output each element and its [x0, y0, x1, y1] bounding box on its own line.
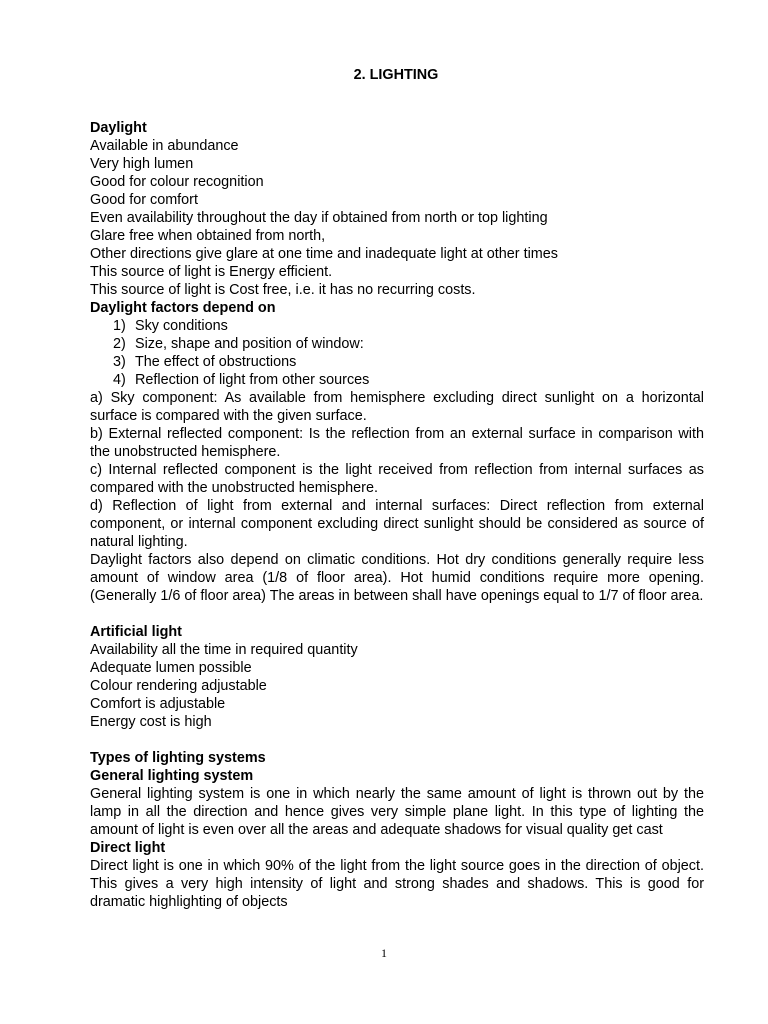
- list-item-text: Size, shape and position of window:: [135, 336, 364, 352]
- daylight-point: Very high lumen: [90, 156, 194, 172]
- daylight-point: This source of light is Cost free, i.e. it has no recurring costs.: [90, 282, 476, 298]
- artificial-point: Energy cost is high: [90, 714, 212, 730]
- daylight-point: Other directions give glare at one time and inadequate light at other times: [90, 246, 558, 262]
- general-lighting-paragraph: General lighting system is one in which nearly the same amount of light is thrown out by the lamp in all the direction and hence gives very simple plane light. In this type of lighting the amount of light is even over all the areas and adequate shadows for visual quality get cast: [90, 786, 704, 838]
- daylight-point: Available in abundance: [90, 138, 239, 154]
- artificial-point: Colour rendering adjustable: [90, 678, 267, 694]
- spacer: [90, 731, 704, 749]
- list-item: [90, 317, 704, 335]
- page-title: 2. LIGHTING: [353, 67, 439, 83]
- daylight-point: Good for colour recognition: [90, 174, 264, 190]
- list-item: [90, 353, 704, 371]
- list-item: [90, 371, 704, 389]
- daylight-point: Glare free when obtained from north,: [90, 228, 326, 244]
- artificial-point: Availability all the time in required quantity: [90, 642, 358, 658]
- lighting-systems-heading: Types of lighting systems: [90, 750, 266, 766]
- external-reflected-paragraph: b) External reflected component: Is the reflection from an external surface in comparison with the unobstructed hemisphere.: [90, 426, 704, 460]
- list-item-text: The effect of obstructions: [135, 354, 297, 370]
- general-lighting-heading: General lighting system: [90, 768, 254, 784]
- daylight-point: Even availability throughout the day if obtained from north or top lighting: [90, 210, 548, 226]
- daylight-heading: Daylight: [90, 120, 147, 136]
- artificial-point: Comfort is adjustable: [90, 696, 226, 712]
- daylight-factors-heading: Daylight factors depend on: [90, 300, 276, 316]
- artificial-point: Adequate lumen possible: [90, 660, 252, 676]
- artificial-light-heading: Artificial light: [90, 624, 182, 640]
- internal-reflected-paragraph: c) Internal reflected component is the light received from reflection from internal surfaces as compared with the unobstructed hemisphere.: [90, 462, 704, 496]
- list-item: [90, 335, 704, 353]
- page-number: 1: [381, 946, 387, 960]
- daylight-point: Good for comfort: [90, 192, 198, 208]
- list-item-text: Reflection of light from other sources: [135, 372, 370, 388]
- sky-component-paragraph: a) Sky component: As available from hemisphere excluding direct sunlight on a horizontal surface is compared with the given surface.: [90, 390, 704, 424]
- direct-light-heading: Direct light: [90, 840, 166, 856]
- document-page: [90, 66, 704, 911]
- list-item-number: 1): [113, 318, 126, 334]
- list-item-number: 3): [113, 354, 126, 370]
- daylight-factors-list: [90, 317, 704, 389]
- list-item-text: Sky conditions: [135, 318, 228, 334]
- list-item-number: 4): [113, 372, 126, 388]
- daylight-point: This source of light is Energy efficient.: [90, 264, 333, 280]
- list-item-number: 2): [113, 336, 126, 352]
- direct-light-paragraph: Direct light is one in which 90% of the light from the light source goes in the direction of object. This gives a very high intensity of light and strong shades and shadows. This is good for dramatic highlighting of objects: [90, 858, 704, 910]
- climate-paragraph: Daylight factors also depend on climatic conditions. Hot dry conditions generally require less amount of window area (1/8 of floor area). Hot humid conditions require more opening. (Generally 1/6 of floor area) The areas in between shall have openings equal to 1/7 of floor area.: [90, 552, 704, 604]
- spacer: [90, 605, 704, 623]
- surface-reflection-paragraph: d) Reflection of light from external and internal surfaces: Direct reflection from external component, or internal component excluding direct sunlight should be considered as source of natural lighting.: [90, 498, 704, 550]
